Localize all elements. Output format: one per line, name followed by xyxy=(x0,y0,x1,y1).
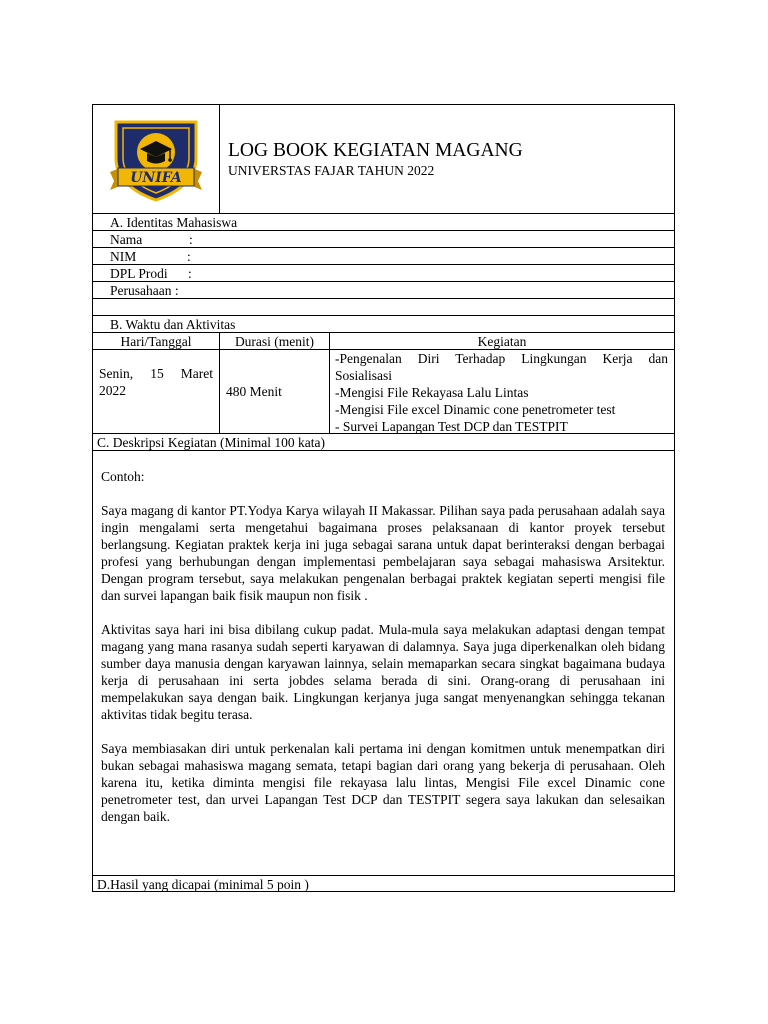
activity-item: -Pengenalan Diri Terhadap Lingkungan Kerja dan xyxy=(335,351,668,366)
activity-data-row xyxy=(92,349,675,433)
logo-cell xyxy=(93,105,220,213)
results-heading: D.Hasil yang dicapai (minimal 5 poin ) xyxy=(92,875,675,892)
activity-header-row xyxy=(92,332,675,349)
dpl-colon: : xyxy=(188,266,192,281)
activity-item: -Mengisi File Rekayasa Lalu Lintas xyxy=(335,385,529,400)
identity-heading: A. Identitas Mahasiswa xyxy=(92,213,675,230)
dpl-row xyxy=(92,264,675,281)
col-date-header: Hari/Tanggal xyxy=(93,333,220,349)
page-title: LOG BOOK KEGIATAN MAGANG xyxy=(228,140,523,161)
date-line-2: 2022 xyxy=(99,383,126,398)
perusahaan-row: Perusahaan : xyxy=(92,281,675,298)
date-cell xyxy=(93,350,220,433)
description-body xyxy=(92,450,675,875)
description-paragraph-1: Saya magang di kantor PT.Yodya Karya wilayah II Makassar. Pilihan saya pada perusahaan adalah saya ingin mengalami serta mengetahui bagaimana proses pelaksanaan di kantor proyek tersebut berlangsung. Kegiatan praktek kerja ini juga sebagai sarana untuk dapat berinteraksi dengan berbagai profesi yang berhubungan dengan implementasi pembelajaran saya sebagai mahasiswa Arsitektur. Dengan program tersebut, saya melakukan pengenalan berbagai praktek kegiatan seperti mengisi file dan survei lapangan baik fisik maupun non fisik . xyxy=(101,503,665,603)
description-paragraph-2: Aktivitas saya hari ini bisa dibilang cukup padat. Mula-mula saya melakukan adaptasi dengan tempat magang yang mana rasanya sudah seperti karyawan di dalamnya. Saya juga diperkenalkan oleh bidang sumber daya manusia dengan karyawan lainnya, selain memaparkan secara singkat bagaimana budaya kerja di perusahaan ini serta jobdes selama berada di sini. Orang-orang di perusahaan ini mempelakukan saya dengan baik. Lingkungan kerjanya juga sangat menyenangkan sehingga tekanan aktivitas tidak begitu terasa. xyxy=(101,622,665,722)
description-heading: C. Deskripsi Kegiatan (Minimal 100 kata) xyxy=(92,433,675,450)
blank-row xyxy=(92,298,675,315)
activity-item: - Survei Lapangan Test DCP dan TESTPIT xyxy=(335,419,568,434)
activity-item: -Mengisi File excel Dinamic cone penetrometer test xyxy=(335,402,616,417)
description-paragraph-3: Saya membiasakan diri untuk perkenalan kali pertama ini dengan komitmen untuk menempatkan diri bukan sebagai mahasiswa magang semata, tetapi bagian dari orang yang bekerja di perusahaan. Oleh karena itu, ketika diminta mengisi file rekayasa lalu lintas, Mengisi File excel Dinamic cone penetrometer test, dan urvei Lapangan Test DCP dan TESTPIT segera saya lakukan dan selesaikan dengan baik. xyxy=(101,741,665,824)
date-line-1: Senin, 15 Maret xyxy=(99,366,213,381)
activity-cell xyxy=(330,350,674,433)
col-duration-header: Durasi (menit) xyxy=(220,333,330,349)
dpl-label: DPL Prodi xyxy=(110,266,168,281)
activity-item: Sosialisasi xyxy=(335,368,393,383)
nama-colon: : xyxy=(189,232,193,247)
example-label: Contoh: xyxy=(101,469,145,484)
col-activity-header: Kegiatan xyxy=(477,334,527,349)
duration-cell: 480 Menit xyxy=(220,350,330,433)
unifa-logo xyxy=(106,116,206,202)
logbook-document xyxy=(92,104,675,892)
nama-label: Nama xyxy=(110,232,143,247)
activity-heading: B. Waktu dan Aktivitas xyxy=(92,315,675,332)
logo-text: UNIFA xyxy=(130,170,182,186)
nim-label: NIM xyxy=(110,249,137,264)
header-row xyxy=(92,104,675,213)
title-cell xyxy=(220,105,674,213)
nim-row xyxy=(92,247,675,264)
page-subtitle: UNIVERSTAS FAJAR TAHUN 2022 xyxy=(228,163,435,178)
nama-row xyxy=(92,230,675,247)
nim-colon: : xyxy=(187,249,191,264)
